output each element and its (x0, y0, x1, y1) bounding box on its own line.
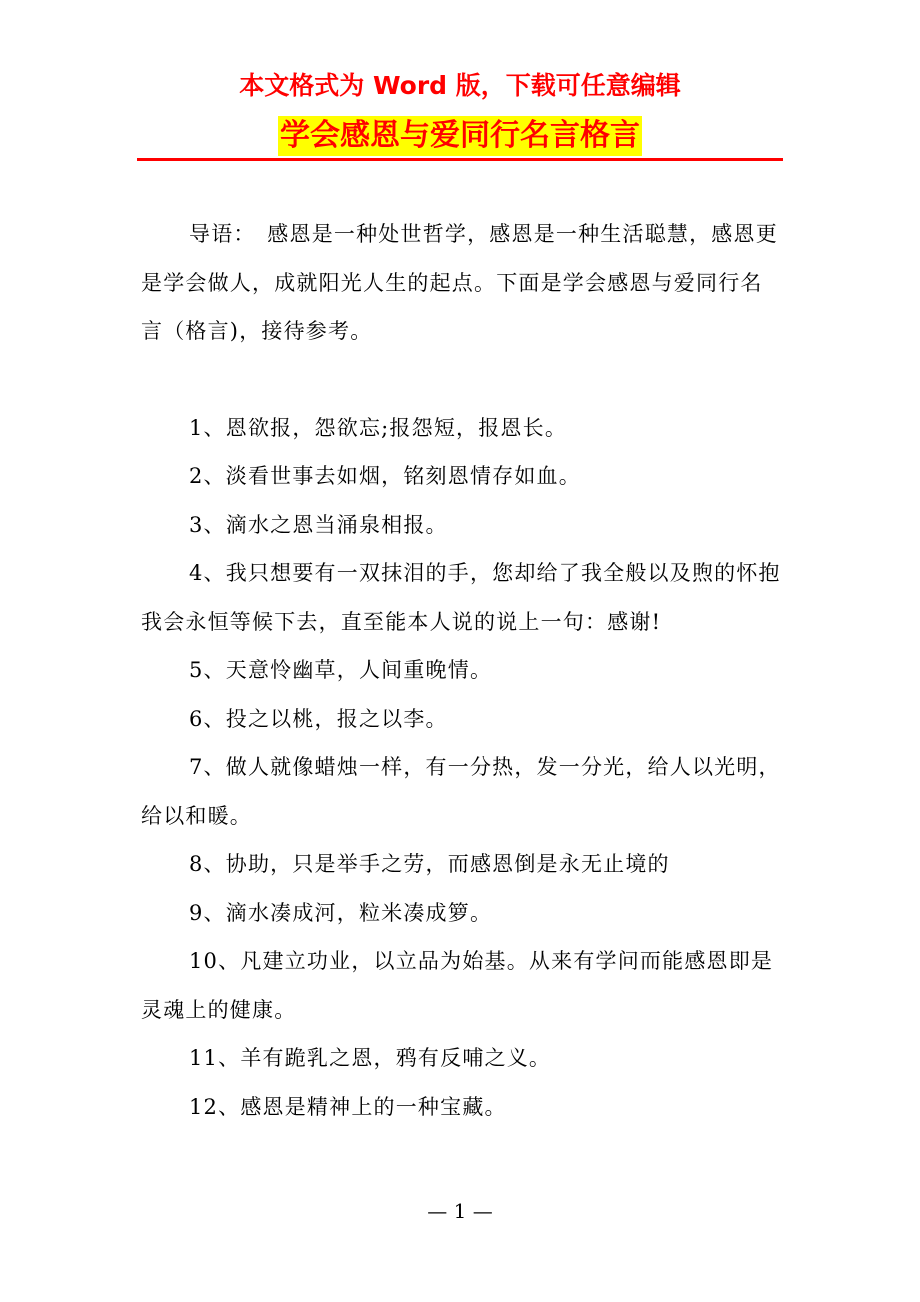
format-notice: 本文格式为 Word 版，下载可任意编辑 (239, 71, 681, 100)
quote-item: 7、做人就像蜡烛一样，有一分热，发一分光，给人以光明，给以和暖。 (141, 755, 781, 828)
intro-paragraph: 导语： 感恩是一种处世哲学，感恩是一种生活聪慧，感恩更是学会做人，成就阳光人生的起点。下面是学会感恩与爱同行名言（格言)，接待参考。 (141, 222, 778, 343)
quote-item: 12、感恩是精神上的一种宝藏。 (189, 1094, 507, 1119)
quote-item: 9、滴水凑成河，粒米凑成箩。 (189, 900, 493, 925)
quote-item: 11、羊有跪乳之恩，鸦有反哺之义。 (189, 1046, 552, 1070)
quote-item: 8、协助，只是举手之劳，而感恩倒是永无止境的 (189, 852, 670, 876)
document-body (141, 210, 781, 1131)
quote-item: 10、凡建立功业，以立品为始基。从来有学问而能感恩即是灵魂上的健康。 (141, 949, 774, 1022)
quote-item: 4、我只想要有一双抹泪的手，您却给了我全般以及煦的怀抱我会永恒等候下去，直至能本人说的说上一句：感谢! (141, 561, 781, 634)
document-title: 学会感恩与爱同行名言格言 (278, 116, 642, 156)
title-divider (137, 158, 783, 161)
quote-item: 2、淡看世事去如烟，铭刻恩情存如血。 (189, 464, 581, 488)
quote-item: 5、天意怜幽草，人间重晚情。 (189, 658, 493, 682)
quote-item: 3、滴水之恩当涌泉相报。 (189, 512, 448, 537)
quote-item: 1、恩欲报，怨欲忘;报怨短，报恩长。 (189, 415, 568, 440)
page-number: — 1 — (427, 1199, 493, 1223)
quote-item: 6、投之以桃，报之以李。 (189, 706, 448, 731)
title-wrapper (0, 116, 920, 156)
